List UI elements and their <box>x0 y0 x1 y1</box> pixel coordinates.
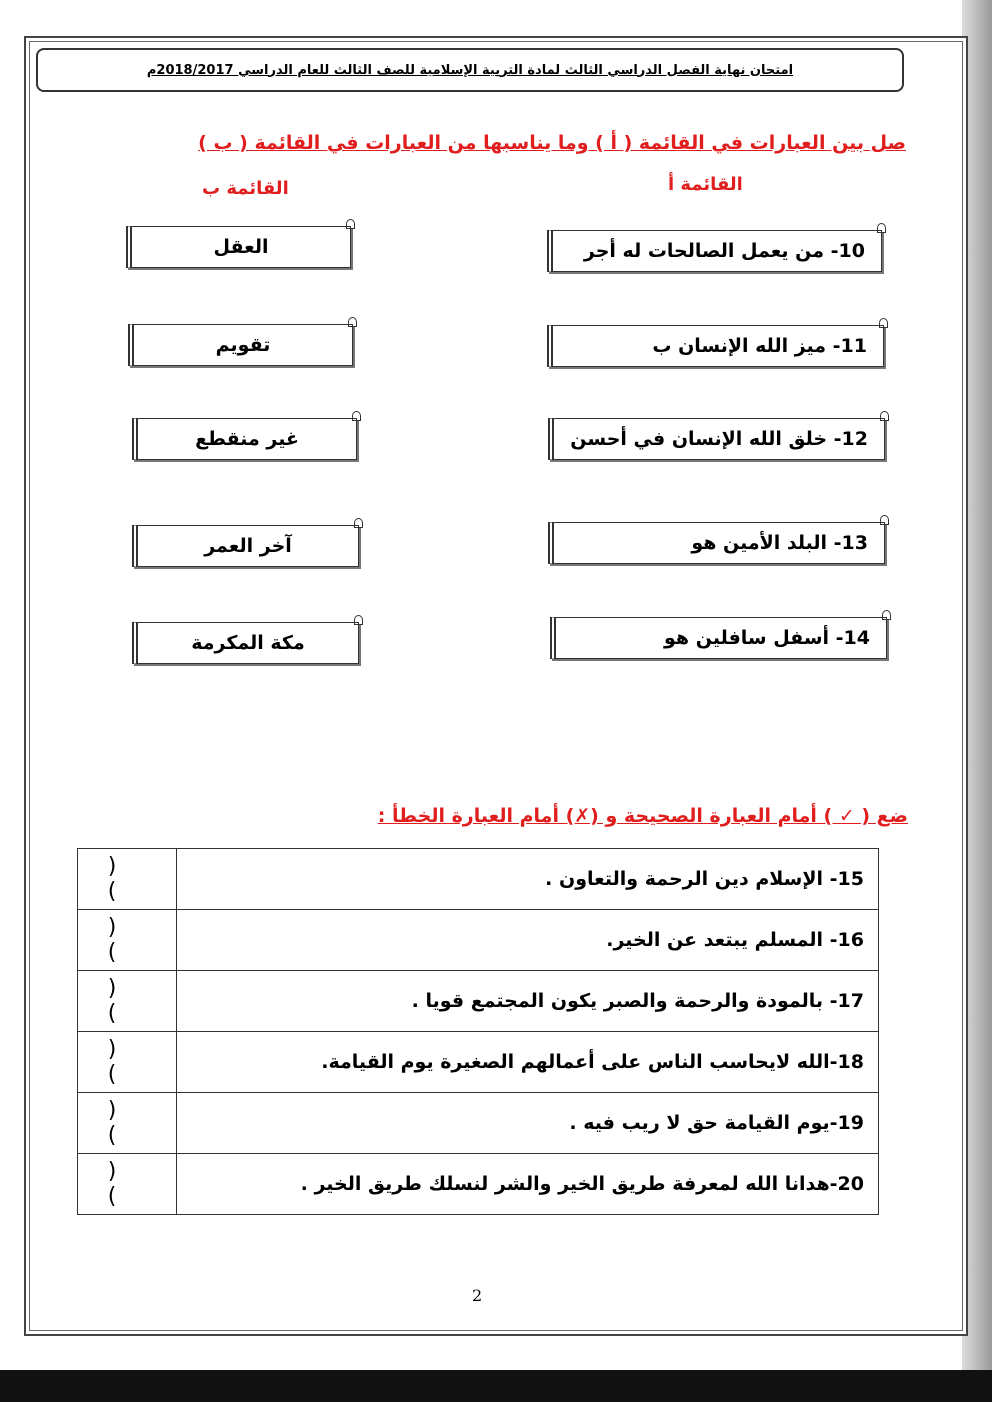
truefalse-instruction: ضع ( ✓ ) أمام العبارة الصحيحة و (✗) أمام العبارة الخطأ : <box>377 805 908 827</box>
statement: 15- الإسلام دين الرحمة والتعاون . <box>177 849 879 910</box>
answer-box[interactable]: ( ) <box>78 1154 177 1215</box>
statement: 19-يوم القيامة حق لا ريب فيه . <box>177 1093 879 1154</box>
table-row <box>78 1093 879 1154</box>
answer-box[interactable]: ( ) <box>78 1032 177 1093</box>
answer-box[interactable]: ( ) <box>78 910 177 971</box>
scan-bottom-edge <box>0 1370 992 1402</box>
list-a-item: 10- من يعمل الصالحات له أجر <box>547 230 882 272</box>
answer-box[interactable]: ( ) <box>78 1093 177 1154</box>
list-b-item: مكة المكرمة <box>132 622 359 664</box>
list-b-item: آخر العمر <box>132 525 359 567</box>
list-a-item: 13- البلد الأمين هو <box>548 522 885 564</box>
table-row <box>78 1154 879 1215</box>
list-b-item: غير منقطع <box>132 418 357 460</box>
list-b-title: القائمة ب <box>202 178 289 199</box>
statement: 18-الله لايحاسب الناس على أعمالهم الصغيرة يوم القيامة. <box>177 1032 879 1093</box>
list-b-item: تقويم <box>128 324 353 366</box>
list-a-title: القائمة أ <box>668 174 743 195</box>
exam-header <box>36 48 904 92</box>
table-row <box>78 910 879 971</box>
truefalse-table <box>77 848 879 1215</box>
table-row <box>78 849 879 910</box>
list-a-item: 11- ميز الله الإنسان ب <box>547 325 884 367</box>
list-a-item: 14- أسفل سافلين هو <box>550 617 887 659</box>
page-number: 2 <box>472 1286 483 1305</box>
table-row <box>78 1032 879 1093</box>
statement: 20-هدانا الله لمعرفة طريق الخير والشر لنسلك طريق الخير . <box>177 1154 879 1215</box>
table-row <box>78 971 879 1032</box>
exam-title: امتحان نهاية الفصل الدراسي الثالث لمادة التربية الإسلامية للصف الثالث للعام الدراسي 2018/2017م <box>146 62 794 78</box>
answer-box[interactable]: ( ) <box>78 971 177 1032</box>
answer-box[interactable]: ( ) <box>78 849 177 910</box>
statement: 16- المسلم يبتعد عن الخير. <box>177 910 879 971</box>
list-a-item: 12- خلق الله الإنسان في أحسن <box>548 418 885 460</box>
matching-instruction: صل بين العبارات في القائمة ( أ ) وما يناسبها من العبارات في القائمة ( ب ) <box>198 132 906 154</box>
statement: 17- بالمودة والرحمة والصبر يكون المجتمع قويا . <box>177 971 879 1032</box>
list-b-item: العقل <box>126 226 351 268</box>
